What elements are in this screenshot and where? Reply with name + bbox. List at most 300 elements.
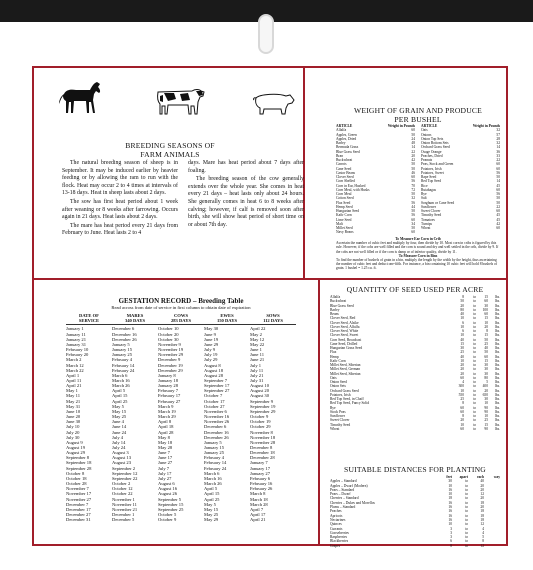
gestation-cell: December 31 bbox=[66, 517, 91, 523]
distances-cell: 16 bbox=[448, 487, 452, 492]
gestation-cell: April 21 bbox=[66, 383, 82, 389]
seed-value: lbs. bbox=[494, 299, 500, 304]
seed-value: to bbox=[473, 414, 476, 418]
seed-value: 40 bbox=[460, 354, 464, 359]
distances-cell: 10 bbox=[448, 492, 452, 497]
seed-value: to bbox=[473, 341, 476, 346]
gestation-cell: January 1 bbox=[66, 326, 84, 332]
seed-value: lbs. bbox=[494, 333, 500, 338]
header-line: 340 DAYS bbox=[124, 318, 146, 324]
gestation-cell: January 25 bbox=[204, 450, 225, 456]
gestation-cell: August 30 bbox=[250, 393, 270, 399]
article-weight: 32 bbox=[411, 196, 415, 201]
article-weight: 60 bbox=[496, 226, 500, 230]
article-weight: 32 bbox=[496, 141, 500, 145]
seed-value: 10 bbox=[484, 320, 488, 325]
distances-cell: 8 bbox=[450, 543, 452, 548]
article-name: Blue Grass Seed bbox=[336, 149, 360, 154]
article-weight: 60 bbox=[411, 128, 415, 133]
article-weight: 56 bbox=[411, 179, 415, 184]
gestation-cell: January 17 bbox=[250, 465, 271, 471]
seed-name: Red Top Seed, in Chaff bbox=[330, 397, 364, 401]
distances-cell: 5 bbox=[482, 535, 484, 540]
seed-value: to bbox=[473, 405, 476, 410]
seed-value: to bbox=[473, 401, 476, 406]
gestation-cell: November 19 bbox=[158, 347, 184, 353]
gestation-cell: June 11 bbox=[250, 352, 264, 358]
gestation-cell: March 9 bbox=[158, 403, 174, 409]
seed-value: to bbox=[473, 397, 476, 401]
gestation-cell: October 22 bbox=[112, 491, 133, 497]
distances-cell: 40 bbox=[480, 479, 484, 484]
gestation-cell: March 6 bbox=[112, 372, 128, 378]
gestation-cell: July 4 bbox=[112, 434, 124, 440]
gestation-cell: December 29 bbox=[158, 367, 183, 373]
gestation-cell: March 18 bbox=[250, 496, 268, 502]
gestation-cell: September 19 bbox=[250, 403, 276, 409]
seed-value: 30 bbox=[484, 371, 488, 376]
gestation-cell: April 15 bbox=[204, 491, 220, 497]
article-weight: 56 bbox=[411, 213, 415, 218]
breeding-paragraph: The natural breeding season of sheep is in September. It may be induced earlier by heavier feeding or by allowing the ram to run with the flock. Heat may occur 2 to 4 times at intervals of 13-18 days. Heat in sheep lasts about 2 days. bbox=[62, 160, 178, 197]
gestation-cell: March 16 bbox=[112, 377, 130, 383]
seed-value: 20 bbox=[460, 418, 464, 423]
horse-icon bbox=[56, 80, 106, 116]
seed-value: 90 bbox=[484, 426, 488, 431]
gestation-cell: May 21 bbox=[66, 398, 81, 404]
seed-value: to bbox=[473, 346, 476, 350]
gestation-cell: April 25 bbox=[112, 398, 128, 404]
seed-value: 30 bbox=[460, 346, 464, 350]
article-name: Kafir Corn bbox=[336, 213, 352, 218]
gestation-cell: August 28 bbox=[204, 372, 224, 378]
seed-value: to bbox=[473, 409, 476, 414]
gestation-cell: December 7 bbox=[66, 501, 89, 507]
seed-value: 60 bbox=[460, 409, 464, 414]
seed-value: 15 bbox=[484, 316, 488, 321]
article-name: Apples, Dried bbox=[336, 136, 357, 141]
seed-value: 10 bbox=[460, 388, 464, 393]
gestation-cell: April 15 bbox=[112, 393, 128, 399]
seed-value: 20 bbox=[460, 303, 464, 308]
gestation-cell: August 20 bbox=[250, 388, 270, 394]
article-weight: 46 bbox=[411, 170, 415, 175]
gestation-cell: October 8 bbox=[66, 470, 85, 476]
seed-value: 20 bbox=[460, 371, 464, 376]
article-weight: 36 bbox=[496, 149, 500, 154]
distances-cell: to bbox=[465, 479, 468, 484]
gestation-cell: October 9 bbox=[158, 517, 177, 523]
breeding-text-col2 bbox=[188, 160, 304, 230]
article-weight: 50 bbox=[496, 196, 500, 201]
article-weight: 28 bbox=[496, 136, 500, 141]
gestation-cell: September 5 bbox=[158, 496, 182, 502]
gestation-cell: May 5 bbox=[112, 403, 124, 409]
article-name: Carrots bbox=[336, 162, 347, 167]
header-line: 283 DAYS bbox=[170, 318, 192, 324]
seed-value: to bbox=[473, 422, 476, 427]
article-name: Peanuts bbox=[421, 158, 433, 162]
distances-cell: Peaches bbox=[330, 509, 342, 514]
seed-value: 6 bbox=[462, 329, 464, 333]
gestation-cell: November 26 bbox=[204, 419, 230, 425]
seed-value: lbs. bbox=[494, 380, 500, 384]
gestation-cell: June 30 bbox=[66, 419, 81, 425]
gestation-cell: September 7 bbox=[204, 377, 228, 383]
seed-value: to bbox=[473, 320, 476, 325]
distances-cell: Pears – Dwarf bbox=[330, 492, 351, 497]
article-name: Bermuda Grass bbox=[336, 145, 359, 150]
gestation-cell: September 9 bbox=[250, 398, 274, 404]
distances-cell: Grapes bbox=[330, 543, 341, 548]
seed-value: to bbox=[473, 358, 476, 363]
gestation-cell: April 5 bbox=[112, 388, 126, 394]
gestation-cell: December 26 bbox=[204, 434, 229, 440]
gestation-cell: July 27 bbox=[158, 475, 172, 481]
gestation-cell: December 5 bbox=[112, 517, 135, 523]
gestation-cell: October 7 bbox=[204, 393, 223, 399]
seed-value: to bbox=[473, 367, 476, 372]
gestation-cell: October 2 bbox=[112, 481, 131, 487]
article-weight: 24 bbox=[411, 136, 415, 141]
seed-value: 25 bbox=[460, 397, 464, 401]
gestation-cell: July 21 bbox=[250, 372, 264, 378]
distances-cell: Apricots bbox=[330, 513, 343, 518]
seed-value: to bbox=[473, 380, 476, 384]
seed-value: lbs. bbox=[494, 295, 500, 299]
seed-value: 90 bbox=[484, 409, 488, 414]
gestation-cell: July 17 bbox=[158, 470, 172, 476]
article-name: Corn in Ear, Husked bbox=[336, 183, 366, 188]
gestation-cell: April 1 bbox=[66, 372, 80, 378]
article-weight: 48 bbox=[411, 141, 415, 145]
seed-value: lbs. bbox=[494, 354, 500, 359]
note-ear-corn-text: Ascertain the number of cubic feet and multiply by four, then divide by 10. Most corn in cribs is figured by this rule. However, if the cobs are well filled and the corn is sound and dry and well settled in the crib, divide by 9. If the cobs are not well filled or if the corn is damp or of inferior quality, divide by 11. bbox=[336, 241, 499, 254]
distances-cell: to bbox=[465, 500, 468, 505]
gestation-cell: August 26 bbox=[158, 491, 178, 497]
seed-value: lbs. bbox=[494, 329, 500, 333]
article-weight: 45 bbox=[496, 213, 500, 218]
seed-value: lbs. bbox=[494, 363, 500, 367]
article-weight: 22 bbox=[496, 158, 500, 162]
article-weight: 72 bbox=[411, 187, 415, 192]
seed-value: 15 bbox=[484, 333, 488, 338]
gestation-cell: June 21 bbox=[250, 357, 265, 363]
seed-value: lbs. bbox=[494, 375, 500, 380]
article-weight: 50 bbox=[496, 175, 500, 179]
seed-value: 40 bbox=[484, 346, 488, 350]
seed-name: Hemp bbox=[330, 354, 339, 359]
gestation-cell: May 28 bbox=[158, 445, 173, 450]
gestation-cell: January 27 bbox=[250, 470, 271, 476]
seed-name: Barley bbox=[330, 307, 340, 312]
distances-table bbox=[330, 475, 500, 548]
seed-value: lbs. bbox=[494, 426, 500, 431]
seed-value: 10 bbox=[460, 358, 464, 363]
gestation-cell: September 29 bbox=[250, 408, 276, 414]
seed-value: lbs. bbox=[494, 312, 500, 316]
seed-value: lbs. bbox=[494, 422, 500, 427]
distances-cell: 8 bbox=[482, 539, 484, 544]
weight-header: Weight in Pounds bbox=[472, 124, 500, 128]
seed-value: 8 bbox=[462, 295, 464, 299]
seed-value: 100 bbox=[482, 307, 488, 312]
gestation-cell: November 27 bbox=[66, 496, 92, 502]
gestation-table bbox=[66, 313, 296, 522]
gestation-cell: August 18 bbox=[204, 367, 224, 373]
seed-value: 25 bbox=[460, 350, 464, 355]
gestation-header-cell bbox=[250, 313, 296, 323]
seed-value: lbs. bbox=[494, 405, 500, 410]
gestation-cell: August 16 bbox=[158, 486, 178, 492]
note-bins-text: To find the number of bushels of grain in a bin, multiply the length by the width by the height, thus ascertaining the number of cubic feet and deduct one-fifth. For instance, a bin containing 10 cubic feet will hold 8 bushels of grain. 1 bushel = 1.25 cu. ft. bbox=[336, 258, 498, 271]
gestation-cell: December 26 bbox=[112, 336, 137, 342]
distances-cell: 16 bbox=[448, 513, 452, 518]
seed-value: to bbox=[473, 333, 476, 338]
weight-grain-row bbox=[336, 230, 415, 234]
gestation-cell: March 8 bbox=[250, 491, 266, 497]
distances-cell: Quinces bbox=[330, 522, 342, 527]
gestation-cell: September 15 bbox=[158, 501, 184, 507]
seed-value: 20 bbox=[460, 363, 464, 367]
seed-value: 60 bbox=[460, 426, 464, 431]
seed-value: lbs. bbox=[494, 341, 500, 346]
gestation-cell: April 28 bbox=[158, 429, 174, 435]
seed-value: 40 bbox=[460, 337, 464, 342]
article-name: Rye bbox=[421, 192, 427, 196]
article-name: Buckwheat bbox=[336, 158, 353, 162]
gestation-cell: January 31 bbox=[66, 341, 87, 347]
seed-value: 10 bbox=[484, 401, 488, 406]
seed-value: 10 bbox=[460, 316, 464, 321]
gestation-cell: February 17 bbox=[158, 393, 181, 399]
gestation-cell: November 7 bbox=[66, 486, 89, 492]
article-name: Sorghum or Cane Seed bbox=[421, 200, 455, 205]
gestation-cell: March 22 bbox=[66, 367, 84, 373]
gestation-cell: May 8 bbox=[158, 434, 170, 440]
gestation-cell: December 16 bbox=[112, 331, 137, 337]
seed-value: 30 bbox=[484, 397, 488, 401]
seed-value: lbs. bbox=[494, 367, 500, 372]
distances-cell: 18 bbox=[480, 517, 484, 522]
gestation-cell: January 15 bbox=[112, 347, 133, 353]
gestation-cell: January 8 bbox=[158, 372, 176, 378]
gestation-cell: October 19 bbox=[250, 419, 271, 425]
distances-cell: Currants bbox=[330, 526, 343, 531]
gestation-cell: February 14 bbox=[112, 362, 135, 368]
article-weight: 60 bbox=[496, 209, 500, 213]
gestation-cell: June 10 bbox=[66, 408, 81, 414]
distances-cell: to bbox=[465, 535, 468, 540]
seed-value: lbs. bbox=[494, 316, 500, 321]
gestation-title: GESTATION RECORD – Breeding Table bbox=[118, 297, 244, 305]
gestation-cell: June 29 bbox=[204, 341, 219, 347]
gestation-cell: April 21 bbox=[250, 517, 266, 523]
seed-name: Alfalfa bbox=[330, 295, 341, 299]
distances-cell: 20 bbox=[480, 483, 484, 488]
seed-name: Clover Seed, Alfalfa bbox=[330, 324, 360, 329]
distances-cell: 6 bbox=[450, 539, 452, 544]
header-line: SERVICE bbox=[78, 318, 100, 324]
seed-value: to bbox=[473, 303, 476, 308]
gestation-cell: August 10 bbox=[250, 383, 270, 389]
article-name: Peaches, Dried bbox=[421, 153, 443, 158]
gestation-cell: April 17 bbox=[250, 512, 266, 518]
weight-grain-col-left bbox=[336, 124, 415, 235]
seed-value: to bbox=[473, 363, 476, 367]
seed-name: Rye bbox=[330, 405, 336, 410]
seed-row bbox=[330, 427, 500, 431]
weight-grain-title bbox=[336, 106, 500, 124]
gestation-cell: January 5 bbox=[204, 439, 222, 445]
gestation-cell: November 28 bbox=[250, 439, 276, 445]
seed-name: Onion Sets bbox=[330, 384, 346, 389]
seed-value: to bbox=[473, 371, 476, 376]
gestation-cell: November 6 bbox=[204, 408, 227, 414]
article-name: Cotton Seed bbox=[336, 196, 354, 201]
gestation-cell: December 27 bbox=[66, 512, 91, 518]
distances-cell: Blackberries bbox=[330, 539, 349, 544]
distances-cell: to bbox=[465, 513, 468, 518]
article-name: Rice bbox=[421, 183, 428, 188]
gestation-cell: August 29 bbox=[66, 450, 86, 456]
distances-cell: to bbox=[465, 505, 468, 510]
gestation-cell: September 27 bbox=[204, 388, 230, 394]
distances-cell: 16 bbox=[448, 500, 452, 505]
distances-cell: 3 bbox=[450, 526, 452, 531]
seed-value: 20 bbox=[484, 388, 488, 393]
gestation-cell: November 11 bbox=[112, 501, 137, 507]
distances-header-cell: each bbox=[477, 475, 484, 479]
seed-value: to bbox=[473, 295, 476, 299]
distances-cell: 18 bbox=[480, 500, 484, 505]
article-weight: 60 bbox=[496, 166, 500, 171]
seed-value: 10 bbox=[460, 422, 464, 427]
article-name: Malt bbox=[336, 221, 343, 226]
article-weight: 45 bbox=[496, 183, 500, 188]
gestation-cell: October 5 bbox=[158, 512, 177, 518]
seed-value: 30 bbox=[484, 303, 488, 308]
article-name: Castor Beans bbox=[336, 170, 356, 175]
article-name: Rutabagas bbox=[421, 187, 436, 192]
article-name: Onion Top Sets bbox=[421, 136, 444, 141]
gestation-cell: September 17 bbox=[204, 383, 230, 389]
seed-value: to bbox=[473, 329, 476, 333]
seed-value: lbs. bbox=[494, 307, 500, 312]
seed-value: 15 bbox=[484, 358, 488, 363]
gestation-cell: December 18 bbox=[250, 450, 275, 456]
gestation-cell: February 14 bbox=[204, 460, 227, 466]
gestation-cell: February 20 bbox=[66, 352, 89, 358]
distances-cell: 18 bbox=[480, 513, 484, 518]
gestation-cell: April 7 bbox=[250, 506, 264, 512]
gestation-cell: October 12 bbox=[112, 486, 133, 492]
weight-grain-title-line1: WEIGHT OF GRAIN AND PRODUCE bbox=[353, 106, 483, 115]
article-header: ARTICLE bbox=[421, 124, 438, 128]
gestation-cell: March 2 bbox=[66, 357, 82, 363]
seed-value: 15 bbox=[484, 422, 488, 427]
seed-value: to bbox=[473, 316, 476, 321]
gestation-cell: May 18 bbox=[158, 439, 173, 445]
seed-value: 8 bbox=[462, 401, 464, 406]
article-name: Oats bbox=[421, 128, 428, 133]
note-bins-title: To Measure Corn in Bins bbox=[398, 253, 438, 258]
seed-value: to bbox=[473, 392, 476, 397]
gestation-cell: February 6 bbox=[250, 475, 271, 481]
article-weight: 14 bbox=[496, 179, 500, 184]
gestation-cell: October 29 bbox=[250, 424, 271, 430]
seed-name: Sunflower bbox=[330, 414, 345, 418]
seed-value: 80 bbox=[460, 307, 464, 312]
article-name: Lime Seed bbox=[336, 217, 352, 222]
article-weight: 20 bbox=[411, 153, 415, 158]
distances-cell: 18 bbox=[448, 496, 452, 501]
gestation-cell: May 25 bbox=[112, 414, 127, 420]
seed-value: to bbox=[473, 299, 476, 304]
breeding-paragraph: The mare has heat period every 21 days from February to June. Heat lasts 2 to 4 bbox=[62, 222, 178, 237]
seed-name: Clover Seed, Alsike bbox=[330, 320, 359, 325]
article-weight: 60 bbox=[496, 187, 500, 192]
distances-cell: 16 bbox=[448, 505, 452, 510]
seed-name: Stock Peas bbox=[330, 409, 346, 414]
seed-value: 60 bbox=[460, 405, 464, 410]
cow-icon bbox=[152, 84, 208, 118]
weight-grain-row bbox=[421, 226, 500, 230]
gestation-cell: August 9 bbox=[66, 439, 83, 445]
seed-value: 8 bbox=[462, 414, 464, 418]
seed-value: 5 bbox=[486, 380, 488, 384]
distances-cell: 20 bbox=[480, 496, 484, 501]
article-weight: 32 bbox=[496, 128, 500, 133]
seed-name: Buckwheat bbox=[330, 299, 347, 304]
distances-cell: to bbox=[465, 509, 468, 514]
gestation-cell: April 5 bbox=[204, 486, 218, 492]
gestation-header-cell bbox=[204, 313, 250, 323]
horizontal-divider bbox=[34, 278, 506, 280]
distances-cell: Gooseberries bbox=[330, 530, 349, 535]
article-weight: 60 bbox=[411, 217, 415, 222]
seed-value: lbs. bbox=[494, 384, 500, 389]
gestation-cell: November 21 bbox=[112, 506, 138, 512]
seed-value: to bbox=[473, 337, 476, 342]
gestation-cell: November 18 bbox=[250, 434, 276, 440]
seed-value: 50 bbox=[460, 299, 464, 304]
distances-cell: 18 bbox=[480, 509, 484, 514]
article-weight: 22 bbox=[411, 149, 415, 154]
breeding-title-line2: FARM ANIMALS bbox=[140, 150, 200, 159]
gestation-cell: July 10 bbox=[66, 424, 80, 430]
gestation-cell: September 25 bbox=[158, 506, 184, 512]
article-name: Apples, Green bbox=[336, 132, 357, 137]
distances-cell: to bbox=[465, 526, 468, 531]
distances-header-cell: apart bbox=[459, 475, 468, 479]
gestation-cell: February 4 bbox=[204, 455, 225, 461]
distances-cell: to bbox=[465, 483, 468, 488]
gestation-cell: January 7 bbox=[250, 460, 268, 466]
gestation-cell: October 9 bbox=[250, 414, 269, 420]
seed-value: 25 bbox=[484, 341, 488, 346]
seed-value: 10 bbox=[460, 333, 464, 338]
gestation-cell: December 28 bbox=[250, 455, 275, 461]
seed-name: Onion Seed bbox=[330, 380, 347, 384]
article-weight: 50 bbox=[411, 192, 415, 196]
seed-value: 10 bbox=[460, 324, 464, 329]
distances-cell: to bbox=[465, 517, 468, 522]
seed-value: lbs. bbox=[494, 303, 500, 308]
gestation-cell: June 7 bbox=[158, 450, 170, 456]
gestation-cell: May 25 bbox=[204, 512, 219, 518]
gestation-cell: October 27 bbox=[204, 403, 225, 409]
